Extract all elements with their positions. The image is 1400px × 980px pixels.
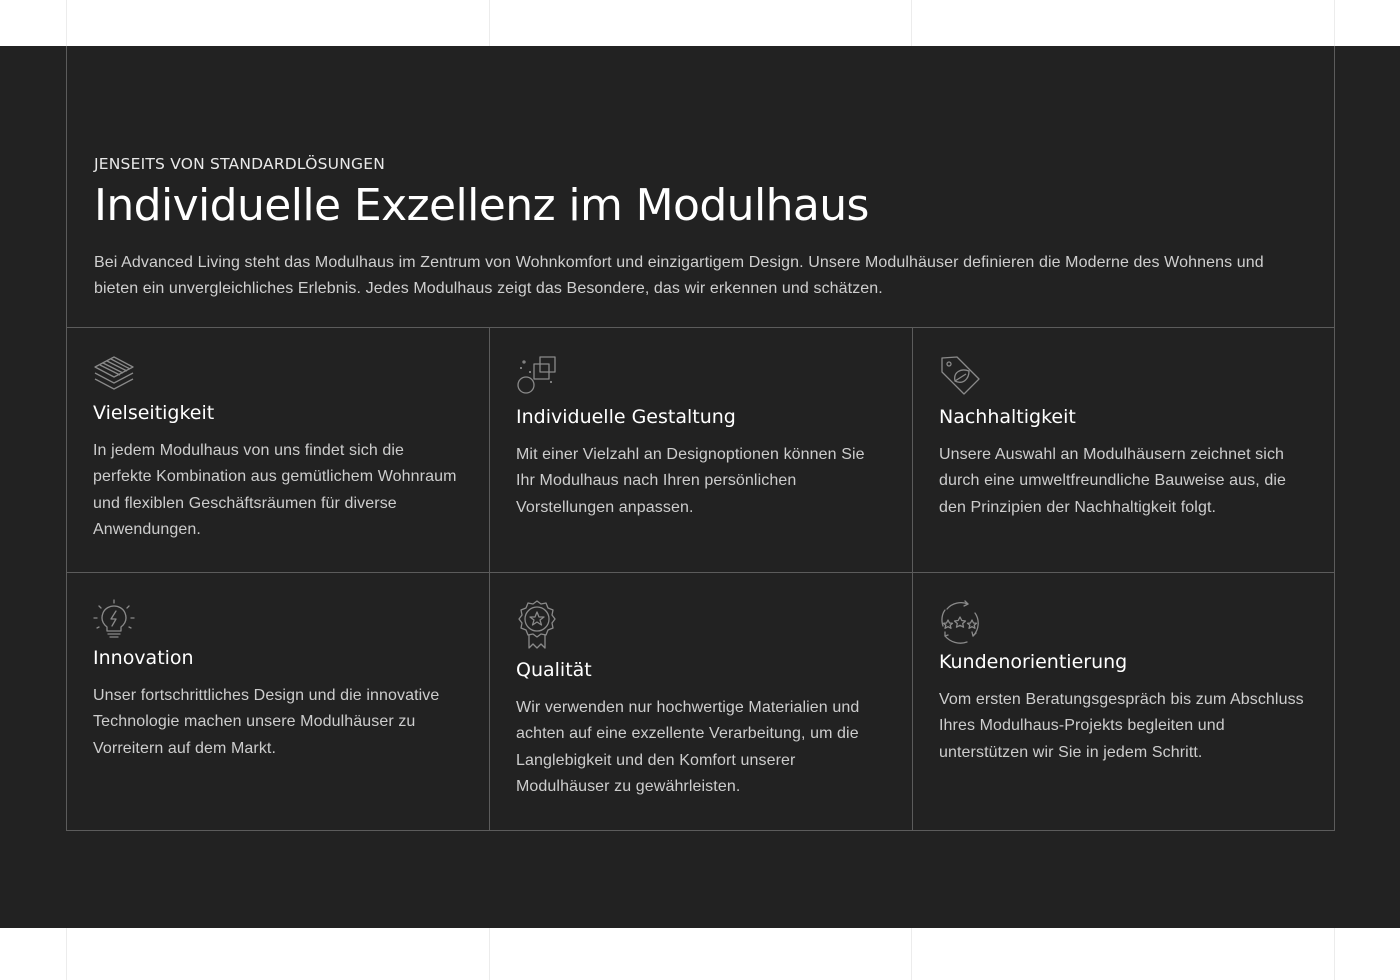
feature-text: Vom ersten Beratungsgespräch bis zum Abschluss Ihres Modulhaus-Projekts begleiten und unterstützen wir Sie in jedem Schritt. [939,691,1304,761]
feature-text: Mit einer Vielzahl an Designoptionen können Sie Ihr Modulhaus nach Ihren persönlichen Vorstellungen anpassen. [516,446,865,516]
shapes-icon [516,354,558,396]
feature-text: Unsere Auswahl an Modulhäusern zeichnet sich durch eine umweltfreundliche Bauweise aus, die den Prinzipien der Nachhaltigkeit folgt. [939,446,1287,516]
feature-title: Individuelle Gestaltung [516,406,736,428]
section-title: Individuelle Exzellenz im Modulhaus [94,180,869,231]
feature-card-vielseitigkeit [67,328,489,572]
feature-text: Wir verwenden nur hochwertige Materialien und achten auf eine exzellente Verarbeitung, um die Langlebigkeit und den Komfort unserer Modulhäuser zu gewährleisten. [516,699,860,796]
feature-title: Nachhaltigkeit [939,406,1076,428]
section-eyebrow: JENSEITS VON STANDARDLÖSUNGEN [94,155,385,173]
quality-badge-icon [516,599,558,649]
section-intro: Bei Advanced Living steht das Modulhaus im Zentrum von Wohnkomfort und einzigartigem Design. Unsere Modulhäuser definieren die Moderne des Wohnens und bieten ein unvergleichliches Erlebnis. Jedes Modulhaus zeigt das Besondere, das wir erkennen und schätzen. [94,254,1264,297]
feature-card-nachhaltigkeit [912,328,1334,572]
feature-text: Unser fortschrittliches Design und die innovative Technologie machen unsere Modulhäuser zu Vorreitern auf dem Markt. [93,687,440,757]
features-frame [66,46,1335,831]
feature-text: In jedem Modulhaus von uns findet sich die perfekte Kombination aus gemütlichem Wohnraum und flexiblen Geschäftsräumen für diverse Anwendungen. [93,442,457,539]
feature-card-kundenorientierung [912,572,1334,830]
customer-rating-icon [939,599,981,645]
feature-card-individuelle-gestaltung [489,328,912,572]
eco-tag-icon [939,354,981,396]
section-header [94,154,1304,302]
lightbulb-icon [93,599,135,641]
feature-title: Vielseitigkeit [93,402,215,424]
feature-grid [67,327,1334,830]
feature-card-innovation [67,572,489,830]
feature-title: Kundenorientierung [939,651,1128,673]
feature-title: Qualität [516,659,592,681]
layers-icon [93,354,135,396]
feature-card-qualitaet [489,572,912,830]
feature-title: Innovation [93,647,194,669]
